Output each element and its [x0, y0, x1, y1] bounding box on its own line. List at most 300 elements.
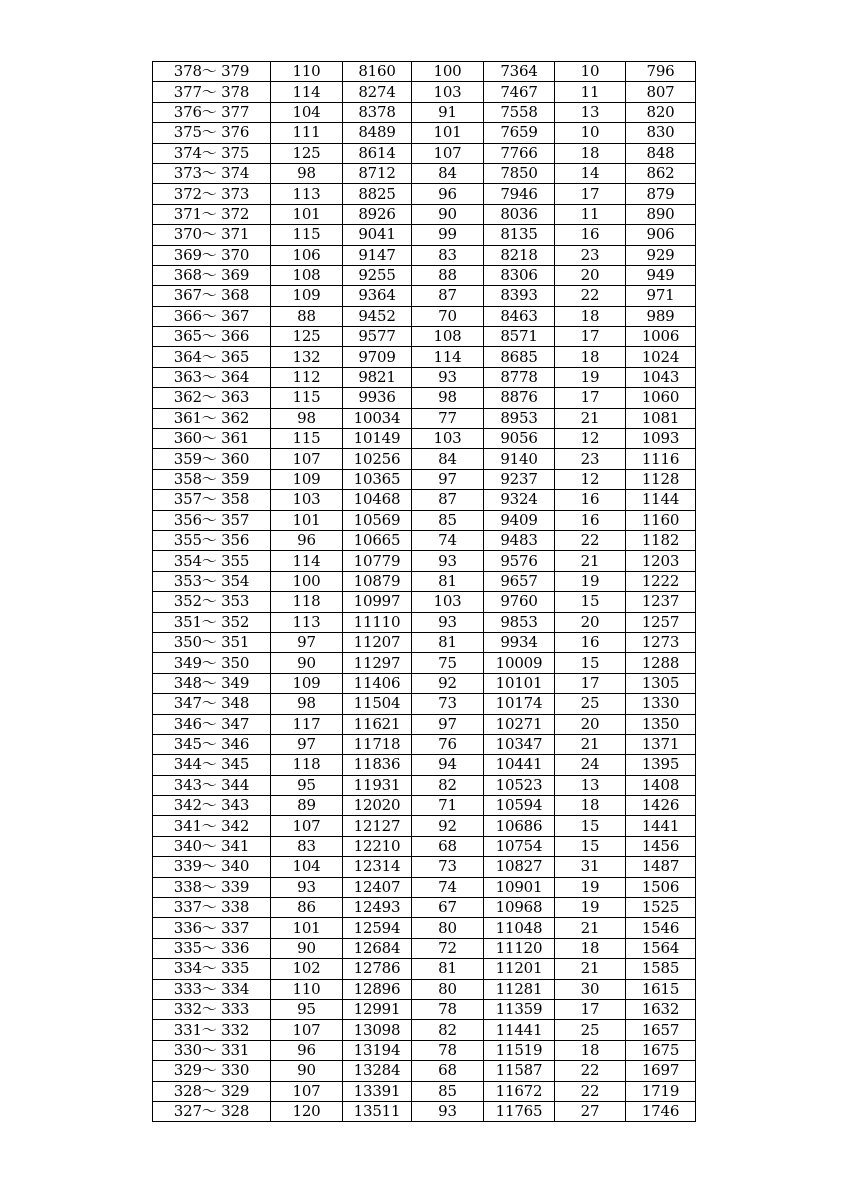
cumulative-b-cell: 9934 [484, 632, 555, 652]
count-c-cell: 16 [555, 490, 626, 510]
cumulative-c-cell: 1546 [626, 918, 696, 938]
table-row [153, 225, 696, 245]
cumulative-cell: 10365 [343, 469, 412, 489]
cumulative-b-cell: 9760 [484, 592, 555, 612]
cumulative-c-cell: 1081 [626, 408, 696, 428]
count-c-cell: 11 [555, 204, 626, 224]
score-range-cell: 349～ 350 [153, 653, 271, 673]
count-b-cell: 82 [412, 1020, 484, 1040]
cumulative-b-cell: 8571 [484, 327, 555, 347]
cumulative-cell: 12020 [343, 796, 412, 816]
cumulative-c-cell: 1024 [626, 347, 696, 367]
cumulative-cell: 10468 [343, 490, 412, 510]
cumulative-c-cell: 1350 [626, 714, 696, 734]
count-c-cell: 17 [555, 999, 626, 1019]
table-row [153, 306, 696, 326]
count-cell: 101 [271, 204, 343, 224]
score-range-cell: 361～ 362 [153, 408, 271, 428]
count-c-cell: 30 [555, 979, 626, 999]
cumulative-c-cell: 1564 [626, 938, 696, 958]
cumulative-c-cell: 1144 [626, 490, 696, 510]
count-c-cell: 17 [555, 184, 626, 204]
count-b-cell: 81 [412, 959, 484, 979]
score-range-cell: 335～ 336 [153, 938, 271, 958]
count-b-cell: 75 [412, 653, 484, 673]
cumulative-cell: 13511 [343, 1101, 412, 1121]
score-range-cell: 365～ 366 [153, 327, 271, 347]
score-range-cell: 344～ 345 [153, 755, 271, 775]
table-row [153, 367, 696, 387]
cumulative-b-cell: 10271 [484, 714, 555, 734]
count-b-cell: 80 [412, 979, 484, 999]
count-b-cell: 68 [412, 1061, 484, 1081]
table-row [153, 102, 696, 122]
cumulative-c-cell: 1043 [626, 367, 696, 387]
count-cell: 97 [271, 632, 343, 652]
cumulative-cell: 8825 [343, 184, 412, 204]
cumulative-c-cell: 1525 [626, 898, 696, 918]
cumulative-b-cell: 9140 [484, 449, 555, 469]
cumulative-cell: 9821 [343, 367, 412, 387]
cumulative-cell: 10034 [343, 408, 412, 428]
score-range-cell: 327～ 328 [153, 1101, 271, 1121]
count-cell: 104 [271, 857, 343, 877]
count-cell: 109 [271, 673, 343, 693]
score-range-cell: 341～ 342 [153, 816, 271, 836]
cumulative-c-cell: 1093 [626, 429, 696, 449]
count-b-cell: 71 [412, 796, 484, 816]
count-c-cell: 11 [555, 82, 626, 102]
count-cell: 86 [271, 898, 343, 918]
count-cell: 88 [271, 306, 343, 326]
cumulative-c-cell: 1487 [626, 857, 696, 877]
score-range-cell: 347～ 348 [153, 694, 271, 714]
count-cell: 113 [271, 612, 343, 632]
count-b-cell: 85 [412, 1081, 484, 1101]
table-row [153, 327, 696, 347]
count-c-cell: 14 [555, 163, 626, 183]
count-c-cell: 18 [555, 143, 626, 163]
cumulative-cell: 9255 [343, 265, 412, 285]
count-b-cell: 84 [412, 449, 484, 469]
table-row [153, 755, 696, 775]
cumulative-cell: 9452 [343, 306, 412, 326]
cumulative-c-cell: 1305 [626, 673, 696, 693]
count-b-cell: 73 [412, 857, 484, 877]
cumulative-b-cell: 10827 [484, 857, 555, 877]
count-b-cell: 101 [412, 123, 484, 143]
count-cell: 90 [271, 938, 343, 958]
count-b-cell: 93 [412, 612, 484, 632]
table-row [153, 265, 696, 285]
cumulative-c-cell: 1675 [626, 1040, 696, 1060]
count-cell: 125 [271, 327, 343, 347]
count-c-cell: 10 [555, 123, 626, 143]
table-row [153, 449, 696, 469]
count-b-cell: 96 [412, 184, 484, 204]
cumulative-c-cell: 1128 [626, 469, 696, 489]
cumulative-cell: 8160 [343, 62, 412, 82]
cumulative-cell: 13194 [343, 1040, 412, 1060]
cumulative-b-cell: 8463 [484, 306, 555, 326]
count-cell: 100 [271, 571, 343, 591]
cumulative-c-cell: 1203 [626, 551, 696, 571]
count-cell: 107 [271, 816, 343, 836]
cumulative-b-cell: 10523 [484, 775, 555, 795]
count-c-cell: 18 [555, 347, 626, 367]
score-range-cell: 363～ 364 [153, 367, 271, 387]
cumulative-cell: 9709 [343, 347, 412, 367]
count-b-cell: 68 [412, 836, 484, 856]
cumulative-c-cell: 1371 [626, 734, 696, 754]
cumulative-c-cell: 1506 [626, 877, 696, 897]
cumulative-c-cell: 906 [626, 225, 696, 245]
score-range-cell: 374～ 375 [153, 143, 271, 163]
score-range-cell: 360～ 361 [153, 429, 271, 449]
score-range-cell: 330～ 331 [153, 1040, 271, 1060]
cumulative-b-cell: 10901 [484, 877, 555, 897]
count-cell: 107 [271, 1081, 343, 1101]
table-row [153, 490, 696, 510]
cumulative-b-cell: 10174 [484, 694, 555, 714]
table-row [153, 143, 696, 163]
table-row [153, 857, 696, 877]
count-b-cell: 85 [412, 510, 484, 530]
score-range-cell: 329～ 330 [153, 1061, 271, 1081]
count-c-cell: 27 [555, 1101, 626, 1121]
cumulative-b-cell: 10968 [484, 898, 555, 918]
cumulative-b-cell: 8778 [484, 367, 555, 387]
cumulative-cell: 13284 [343, 1061, 412, 1081]
cumulative-c-cell: 820 [626, 102, 696, 122]
cumulative-c-cell: 929 [626, 245, 696, 265]
score-range-cell: 370～ 371 [153, 225, 271, 245]
cumulative-b-cell: 7558 [484, 102, 555, 122]
score-range-cell: 356～ 357 [153, 510, 271, 530]
cumulative-cell: 12210 [343, 836, 412, 856]
count-c-cell: 17 [555, 673, 626, 693]
score-range-cell: 342～ 343 [153, 796, 271, 816]
cumulative-c-cell: 1330 [626, 694, 696, 714]
count-c-cell: 16 [555, 632, 626, 652]
count-cell: 96 [271, 530, 343, 550]
cumulative-b-cell: 9056 [484, 429, 555, 449]
cumulative-c-cell: 949 [626, 265, 696, 285]
count-cell: 104 [271, 102, 343, 122]
cumulative-cell: 10569 [343, 510, 412, 530]
cumulative-c-cell: 1273 [626, 632, 696, 652]
score-range-cell: 334～ 335 [153, 959, 271, 979]
cumulative-b-cell: 10441 [484, 755, 555, 775]
count-cell: 112 [271, 367, 343, 387]
count-b-cell: 78 [412, 999, 484, 1019]
count-cell: 95 [271, 999, 343, 1019]
count-c-cell: 19 [555, 877, 626, 897]
cumulative-c-cell: 796 [626, 62, 696, 82]
count-cell: 108 [271, 265, 343, 285]
cumulative-b-cell: 9576 [484, 551, 555, 571]
count-cell: 101 [271, 510, 343, 530]
cumulative-cell: 10779 [343, 551, 412, 571]
cumulative-b-cell: 8135 [484, 225, 555, 245]
table-row [153, 918, 696, 938]
cumulative-c-cell: 807 [626, 82, 696, 102]
count-b-cell: 77 [412, 408, 484, 428]
count-c-cell: 25 [555, 694, 626, 714]
cumulative-c-cell: 1288 [626, 653, 696, 673]
cumulative-b-cell: 11359 [484, 999, 555, 1019]
cumulative-cell: 9147 [343, 245, 412, 265]
count-b-cell: 92 [412, 816, 484, 836]
count-b-cell: 97 [412, 469, 484, 489]
table-row [153, 347, 696, 367]
table-row [153, 388, 696, 408]
score-range-cell: 331～ 332 [153, 1020, 271, 1040]
count-c-cell: 22 [555, 286, 626, 306]
table-row [153, 1101, 696, 1121]
cumulative-c-cell: 1441 [626, 816, 696, 836]
cumulative-cell: 9364 [343, 286, 412, 306]
cumulative-b-cell: 9483 [484, 530, 555, 550]
score-range-cell: 328～ 329 [153, 1081, 271, 1101]
count-cell: 110 [271, 979, 343, 999]
cumulative-b-cell: 7850 [484, 163, 555, 183]
score-range-cell: 337～ 338 [153, 898, 271, 918]
cumulative-c-cell: 879 [626, 184, 696, 204]
table-row [153, 163, 696, 183]
cumulative-b-cell: 8218 [484, 245, 555, 265]
count-c-cell: 23 [555, 245, 626, 265]
count-c-cell: 21 [555, 551, 626, 571]
score-range-cell: 355～ 356 [153, 530, 271, 550]
count-c-cell: 31 [555, 857, 626, 877]
count-c-cell: 22 [555, 1061, 626, 1081]
count-cell: 132 [271, 347, 343, 367]
cumulative-c-cell: 1632 [626, 999, 696, 1019]
score-range-cell: 332～ 333 [153, 999, 271, 1019]
count-cell: 97 [271, 734, 343, 754]
table-row [153, 836, 696, 856]
cumulative-c-cell: 1222 [626, 571, 696, 591]
table-row [153, 530, 696, 550]
table-row [153, 612, 696, 632]
count-cell: 98 [271, 694, 343, 714]
count-c-cell: 18 [555, 306, 626, 326]
table-row [153, 592, 696, 612]
cumulative-b-cell: 7364 [484, 62, 555, 82]
score-range-cell: 339～ 340 [153, 857, 271, 877]
score-range-cell: 364～ 365 [153, 347, 271, 367]
cumulative-b-cell: 11765 [484, 1101, 555, 1121]
cumulative-b-cell: 7946 [484, 184, 555, 204]
count-c-cell: 18 [555, 1040, 626, 1060]
count-cell: 90 [271, 653, 343, 673]
cumulative-cell: 9041 [343, 225, 412, 245]
cumulative-b-cell: 8036 [484, 204, 555, 224]
count-b-cell: 81 [412, 632, 484, 652]
score-range-cell: 354～ 355 [153, 551, 271, 571]
count-cell: 111 [271, 123, 343, 143]
cumulative-cell: 12684 [343, 938, 412, 958]
cumulative-b-cell: 10347 [484, 734, 555, 754]
cumulative-b-cell: 11048 [484, 918, 555, 938]
count-cell: 102 [271, 959, 343, 979]
count-c-cell: 10 [555, 62, 626, 82]
table-row [153, 204, 696, 224]
cumulative-b-cell: 11120 [484, 938, 555, 958]
cumulative-b-cell: 8876 [484, 388, 555, 408]
cumulative-c-cell: 1657 [626, 1020, 696, 1040]
cumulative-b-cell: 10754 [484, 836, 555, 856]
table-row [153, 714, 696, 734]
table-row [153, 775, 696, 795]
score-range-cell: 348～ 349 [153, 673, 271, 693]
count-cell: 115 [271, 429, 343, 449]
count-b-cell: 78 [412, 1040, 484, 1060]
table-row [153, 571, 696, 591]
cumulative-b-cell: 11672 [484, 1081, 555, 1101]
count-c-cell: 22 [555, 530, 626, 550]
count-cell: 83 [271, 836, 343, 856]
count-cell: 113 [271, 184, 343, 204]
score-range-cell: 336～ 337 [153, 918, 271, 938]
score-range-cell: 366～ 367 [153, 306, 271, 326]
count-c-cell: 16 [555, 510, 626, 530]
count-c-cell: 19 [555, 367, 626, 387]
table-row [153, 979, 696, 999]
cumulative-b-cell: 8953 [484, 408, 555, 428]
count-b-cell: 87 [412, 286, 484, 306]
count-b-cell: 70 [412, 306, 484, 326]
cumulative-b-cell: 10101 [484, 673, 555, 693]
score-range-cell: 338～ 339 [153, 877, 271, 897]
cumulative-cell: 10256 [343, 449, 412, 469]
cumulative-cell: 13098 [343, 1020, 412, 1040]
count-cell: 118 [271, 592, 343, 612]
cumulative-cell: 10879 [343, 571, 412, 591]
cumulative-cell: 10149 [343, 429, 412, 449]
score-range-cell: 340～ 341 [153, 836, 271, 856]
cumulative-cell: 12314 [343, 857, 412, 877]
cumulative-b-cell: 7467 [484, 82, 555, 102]
table-row [153, 877, 696, 897]
cumulative-cell: 11931 [343, 775, 412, 795]
count-cell: 117 [271, 714, 343, 734]
table-row [153, 429, 696, 449]
count-b-cell: 93 [412, 551, 484, 571]
table-row [153, 653, 696, 673]
cumulative-b-cell: 7766 [484, 143, 555, 163]
cumulative-cell: 8489 [343, 123, 412, 143]
cumulative-b-cell: 9409 [484, 510, 555, 530]
cumulative-b-cell: 9853 [484, 612, 555, 632]
cumulative-c-cell: 1615 [626, 979, 696, 999]
score-range-cell: 369～ 370 [153, 245, 271, 265]
count-cell: 90 [271, 1061, 343, 1081]
score-range-cell: 375～ 376 [153, 123, 271, 143]
count-c-cell: 21 [555, 918, 626, 938]
count-b-cell: 76 [412, 734, 484, 754]
count-b-cell: 88 [412, 265, 484, 285]
count-cell: 110 [271, 62, 343, 82]
cumulative-cell: 10997 [343, 592, 412, 612]
cumulative-cell: 12493 [343, 898, 412, 918]
cumulative-cell: 11110 [343, 612, 412, 632]
count-cell: 115 [271, 225, 343, 245]
table-row [153, 551, 696, 571]
count-b-cell: 103 [412, 82, 484, 102]
cumulative-c-cell: 830 [626, 123, 696, 143]
count-c-cell: 17 [555, 327, 626, 347]
count-b-cell: 74 [412, 530, 484, 550]
cumulative-c-cell: 971 [626, 286, 696, 306]
cumulative-c-cell: 1456 [626, 836, 696, 856]
cumulative-b-cell: 11281 [484, 979, 555, 999]
cumulative-cell: 8712 [343, 163, 412, 183]
cumulative-c-cell: 862 [626, 163, 696, 183]
cumulative-b-cell: 11587 [484, 1061, 555, 1081]
cumulative-c-cell: 1408 [626, 775, 696, 795]
cumulative-c-cell: 1395 [626, 755, 696, 775]
count-c-cell: 19 [555, 898, 626, 918]
cumulative-c-cell: 1116 [626, 449, 696, 469]
count-c-cell: 16 [555, 225, 626, 245]
cumulative-b-cell: 11201 [484, 959, 555, 979]
count-c-cell: 20 [555, 714, 626, 734]
count-cell: 106 [271, 245, 343, 265]
count-c-cell: 17 [555, 388, 626, 408]
cumulative-cell: 12407 [343, 877, 412, 897]
cumulative-b-cell: 10594 [484, 796, 555, 816]
cumulative-b-cell: 7659 [484, 123, 555, 143]
cumulative-b-cell: 9237 [484, 469, 555, 489]
cumulative-cell: 12896 [343, 979, 412, 999]
count-cell: 96 [271, 1040, 343, 1060]
cumulative-cell: 10665 [343, 530, 412, 550]
score-range-cell: 372～ 373 [153, 184, 271, 204]
count-cell: 89 [271, 796, 343, 816]
cumulative-cell: 9936 [343, 388, 412, 408]
count-c-cell: 25 [555, 1020, 626, 1040]
score-range-cell: 345～ 346 [153, 734, 271, 754]
score-range-cell: 353～ 354 [153, 571, 271, 591]
score-range-cell: 359～ 360 [153, 449, 271, 469]
cumulative-c-cell: 1426 [626, 796, 696, 816]
table-row [153, 510, 696, 530]
table-row [153, 82, 696, 102]
count-cell: 98 [271, 408, 343, 428]
count-c-cell: 15 [555, 836, 626, 856]
count-b-cell: 67 [412, 898, 484, 918]
cumulative-c-cell: 989 [626, 306, 696, 326]
cumulative-cell: 12991 [343, 999, 412, 1019]
count-b-cell: 103 [412, 592, 484, 612]
count-c-cell: 12 [555, 469, 626, 489]
count-b-cell: 107 [412, 143, 484, 163]
cumulative-cell: 13391 [343, 1081, 412, 1101]
count-b-cell: 91 [412, 102, 484, 122]
table-row [153, 245, 696, 265]
score-range-cell: 373～ 374 [153, 163, 271, 183]
cumulative-c-cell: 1182 [626, 530, 696, 550]
count-b-cell: 82 [412, 775, 484, 795]
cumulative-b-cell: 11519 [484, 1040, 555, 1060]
table-row [153, 1020, 696, 1040]
cumulative-cell: 11207 [343, 632, 412, 652]
score-range-cell: 350～ 351 [153, 632, 271, 652]
cumulative-cell: 11836 [343, 755, 412, 775]
count-b-cell: 114 [412, 347, 484, 367]
